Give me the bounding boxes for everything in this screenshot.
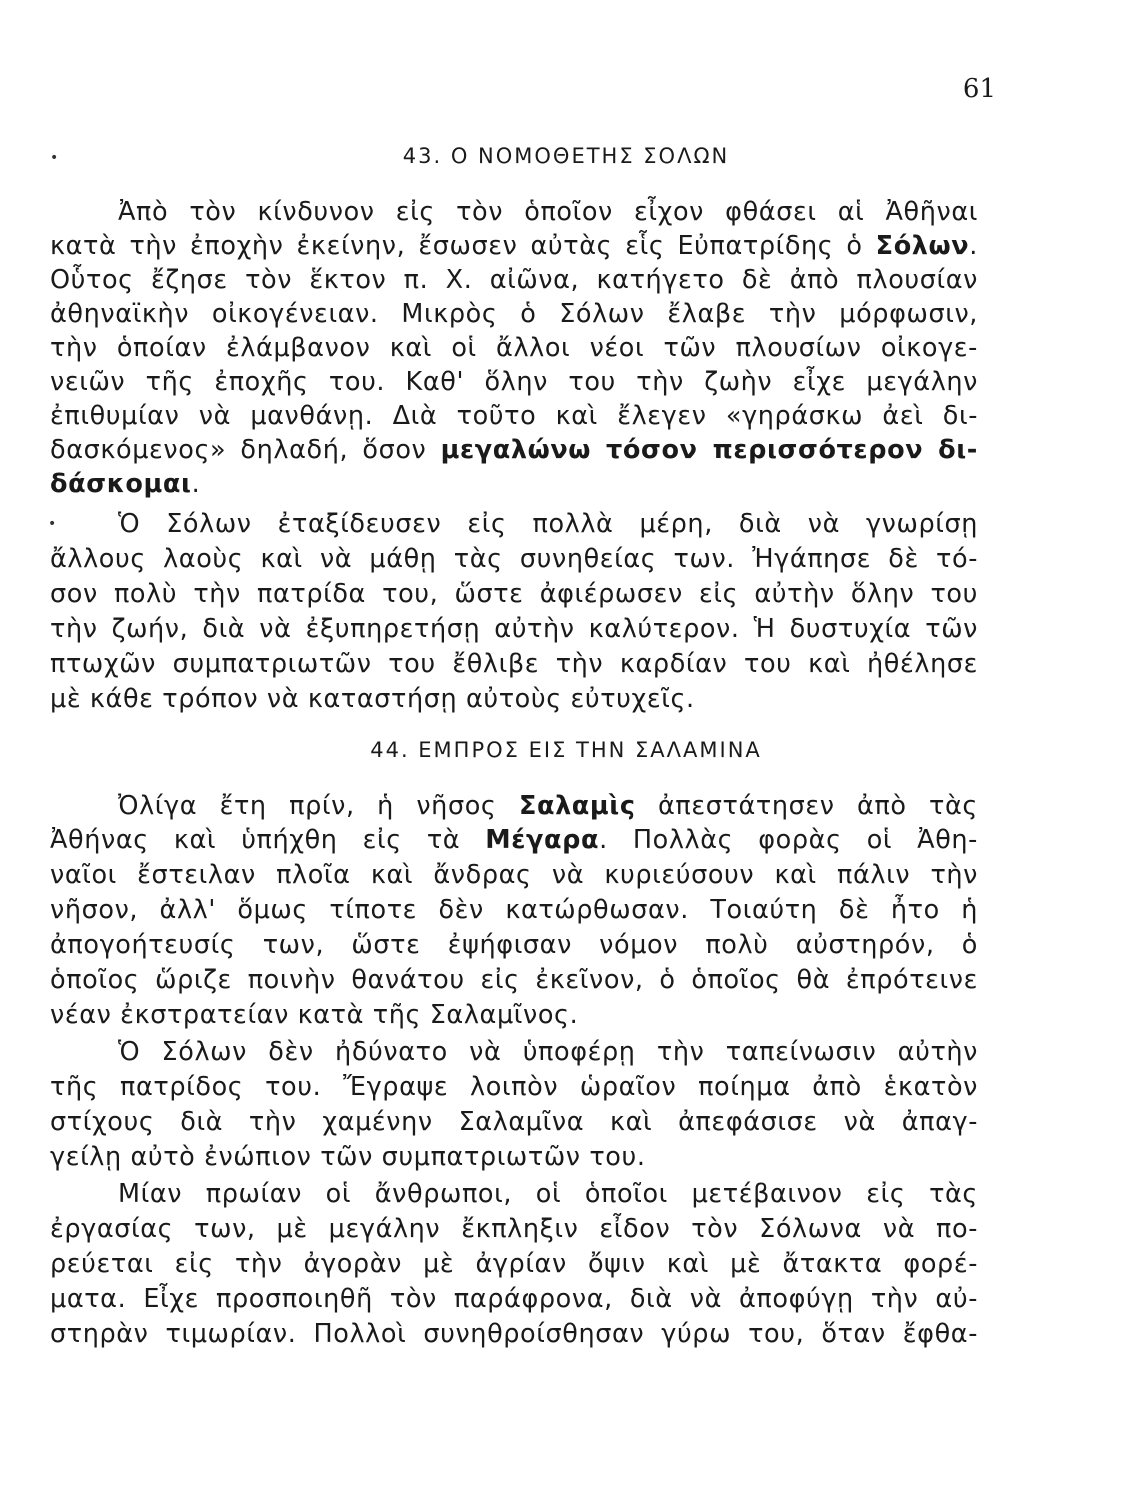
text-line: πτωχῶν συμπατριωτῶν του ἔθλιβε τὴν καρδίαν του καὶ ἠθέλησε xyxy=(50,649,978,679)
text-line: ἐργασίας των, μὲ μεγάλην ἔκπληξιν εἶδον τὸν Σόλωνα νὰ πο- xyxy=(50,1214,978,1244)
text-line: τὴν ζωήν, διὰ νὰ ἐξυπηρετήσῃ αὐτὴν καλύτερον. Ἡ δυστυχία τῶν xyxy=(50,614,978,644)
text-line: στηρὰν τιμωρίαν. Πολλοὶ συνηθροίσθησαν γύρω του, ὅταν ἔφθα- xyxy=(50,1319,978,1349)
text-line: ἄλλους λαοὺς καὶ νὰ μάθῃ τὰς συνηθείας των. Ἠγάπησε δὲ τό- xyxy=(50,544,978,574)
text-line: Ἀθήνας καὶ ὑπήχθη εἰς τὰ Μέγαρα. Πολλὰς φορὰς οἱ Ἀθη- xyxy=(50,825,978,855)
text-line: στίχους διὰ τὴν χαμένην Σαλαμῖνα καὶ ἀπεφάσισε νὰ ἀπαγ- xyxy=(50,1107,978,1137)
section-heading-44: 44. ΕΜΠΡΟΣ ΕΙΣ ΤΗΝ ΣΑΛΑΜΙΝΑ xyxy=(370,738,762,762)
text-line: μὲ κάθε τρόπον νὰ καταστήσῃ αὐτοὺς εὐτυχεῖς. xyxy=(50,684,695,714)
page-number: 61 xyxy=(962,74,996,104)
margin-mark: • xyxy=(48,516,57,532)
text-line: τῆς πατρίδος του. Ἔγραψε λοιπὸν ὡραῖον ποίημα ἀπὸ ἑκατὸν xyxy=(50,1072,978,1102)
text-line: Ὀλίγα ἔτη πρίν, ἡ νῆσος Σαλαμὶς ἀπεστάτησεν ἀπὸ τὰς xyxy=(118,791,978,821)
text-line: σον πολὺ τὴν πατρίδα του, ὥστε ἀφιέρωσεν εἰς αὐτὴν ὅλην του xyxy=(50,579,978,609)
text-line: κατὰ τὴν ἐποχὴν ἐκείνην, ἔσωσεν αὐτὰς εἷς Εὐπατρίδης ὁ Σόλων. xyxy=(50,231,978,261)
text-line: δασκόμενος» δηλαδή, ὅσον μεγαλώνω τόσον περισσότερον δι- xyxy=(50,435,978,465)
margin-mark: • xyxy=(50,150,59,166)
text-line: ναῖοι ἔστειλαν πλοῖα καὶ ἄνδρας νὰ κυριεύσουν καὶ πάλιν τὴν xyxy=(50,860,978,890)
text-line: Μίαν πρωίαν οἱ ἄνθρωποι, οἱ ὁποῖοι μετέβαινον εἰς τὰς xyxy=(118,1179,978,1209)
text-line: ὁποῖος ὥριζε ποινὴν θανάτου εἰς ἐκεῖνον, ὁ ὁποῖος θὰ ἐπρότεινε xyxy=(50,965,978,995)
text-line: γείλῃ αὐτὸ ἐνώπιον τῶν συμπατριωτῶν του. xyxy=(50,1142,646,1172)
text-line: ματα. Εἶχε προσποιηθῆ τὸν παράφρονα, διὰ νὰ ἀποφύγῃ τὴν αὐ- xyxy=(50,1284,978,1314)
text-line: ἀθηναϊκὴν οἰκογένειαν. Μικρὸς ὁ Σόλων ἔλαβε τὴν μόρφωσιν, xyxy=(50,299,978,329)
text-line: Ὁ Σόλων δὲν ἠδύνατο νὰ ὑποφέρῃ τὴν ταπείνωσιν αὐτὴν xyxy=(118,1037,978,1067)
text-line: ρεύεται εἰς τὴν ἀγορὰν μὲ ἀγρίαν ὄψιν καὶ μὲ ἄτακτα φορέ- xyxy=(50,1249,978,1279)
text-line: δάσκομαι. xyxy=(50,469,201,499)
text-line: τὴν ὁποίαν ἐλάμβανον καὶ οἱ ἄλλοι νέοι τῶν πλουσίων οἰκογε- xyxy=(50,333,978,363)
text-line: Ὁ Σόλων ἐταξίδευσεν εἰς πολλὰ μέρη, διὰ νὰ γνωρίσῃ xyxy=(118,509,978,539)
text-line: ἀπογοήτευσίς των, ὥστε ἐψήφισαν νόμον πολὺ αὐστηρόν, ὁ xyxy=(50,930,978,960)
text-line: νειῶν τῆς ἐποχῆς του. Καθ' ὅλην του τὴν ζωὴν εἶχε μεγάλην xyxy=(50,367,978,397)
text-line: νῆσον, ἀλλ' ὅμως τίποτε δὲν κατώρθωσαν. Τοιαύτη δὲ ἦτο ἡ xyxy=(50,895,978,925)
text-line: Οὗτος ἔζησε τὸν ἕκτον π. Χ. αἰῶνα, κατήγετο δὲ ἀπὸ πλουσίαν xyxy=(50,265,978,295)
text-line: νέαν ἐκστρατείαν κατὰ τῆς Σαλαμῖνος. xyxy=(50,1000,579,1030)
text-line: ἐπιθυμίαν νὰ μανθάνῃ. Διὰ τοῦτο καὶ ἔλεγεν «γηράσκω ἀεὶ δι- xyxy=(50,401,978,431)
section-heading-43: 43. Ο ΝΟΜΟΘΕΤΗΣ ΣΟΛΩΝ xyxy=(402,144,730,168)
text-line: Ἀπὸ τὸν κίνδυνον εἰς τὸν ὁποῖον εἶχον φθάσει αἱ Ἀθῆναι xyxy=(118,197,978,227)
